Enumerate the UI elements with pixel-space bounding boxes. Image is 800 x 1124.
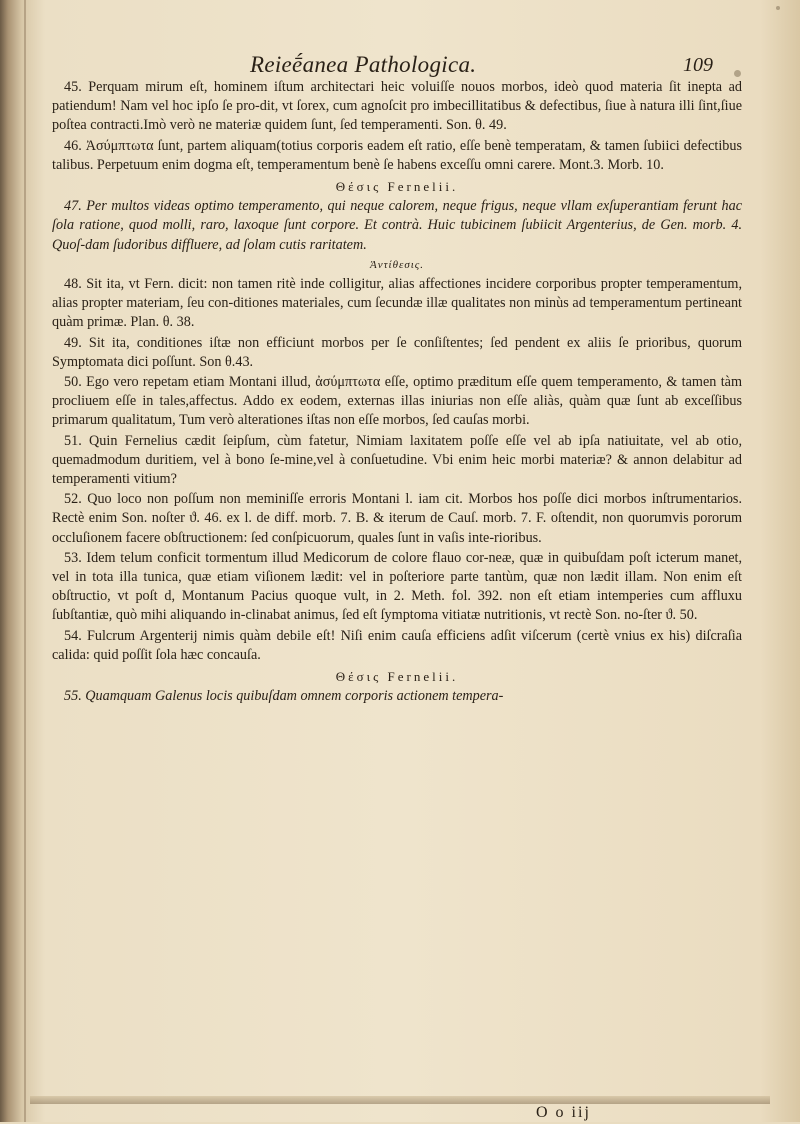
paragraph-46: 46. Ἀσύμπτωτα ſunt, partem aliquam(totius corporis eadem eſt ratio, eſſe benè temperatam, & tamen ſubiici defectibus talibus. Perpetuum enim dogma eſt, temperamentum benè ſe habens exceſſu omni carere. Mont.3. Morb. 10. [52, 137, 742, 173]
paragraph-47: 47. Per multos videas optimo temperamento, qui neque calorem, neque frigus, neque vllam exſuperantiam ferunt hac ſola ratione, quod molli, raro, laxoque ſunt corpore. Et contrà. Huic tubicinem ſubiicit Argenterius, de Gen. morb. 4. Quoſ-dam ſudoribus diffluere, ad ſolam cutis raritatem. [52, 198, 742, 253]
paragraph-48: 48. Sit ita, vt Fern. dicit: non tamen ritè inde colligitur, alias affectiones incidere corporibus propter temperamentum, alias propter materiam, ſeu con-ditiones materiales, cum ſecundæ illæ qualitates non minùs ad temperamentum pertineant quàm primæ. Plan. θ. 38. [52, 276, 742, 331]
thesis-heading-2: Θέσις Fernelii. [335, 669, 459, 685]
paragraph-54: 54. Fulcrum Argenterij nimis quàm debile eſt! Niſi enim cauſa efficiens adſit viſcerum (certè vnius ex his) diſcraſia calida: quid poſſit ſola hæc concauſa. [52, 627, 742, 663]
ink-spot [734, 70, 741, 77]
paragraph-55: 55. Quamquam Galenus locis quibuſdam omnem corporis actionem tempera- [64, 688, 504, 705]
signature-mark: O o iij [536, 1104, 591, 1121]
paragraph-52: 52. Quo loco non poſſum non meminiſſe erroris Montani l. iam cit. Morbos hos poſſe dici morbos inſtrumentarios. Rectè enim Son. noſter ϑ. 46. ex l. de diff. morb. 7. B. & iterum de Cauſ. morb. 7. F. oſtendit, non quorumvis pororum occluſionem facere obſtructionem: ſed conſpicuorum, quales ſunt in vaſis inte-rioribus. [52, 491, 742, 546]
page-footer [0, 1104, 800, 1124]
paragraph-51: 51. Quin Fernelius cædit ſeipſum, cùm fatetur, Nimiam laxitatem poſſe eſſe vel ab ipſa natiuitate, vel ab otio, quemadmodum duritiem, vel à bono ſe-mine,vel à conſuetudine. Vbi enim heic morbi materiæ? & annon delabitur ad temperamenti vitium? [52, 432, 742, 488]
gutter-shadow [24, 0, 26, 1122]
antithesis-heading: Ἀντίθεσις. [369, 258, 425, 271]
paragraph-49: 49. Sit ita, conditiones iſtæ non efficiunt morbos per ſe conſiſtentes; ſed pendent ex aliis ſe prioribus, quorum Symptomata dici poſſunt. Son θ.43. [52, 334, 742, 370]
running-head: Reieḗanea Pathologica. [250, 52, 477, 77]
paragraph-50: 50. Ego vero repetam etiam Montani illud, ἀσύμπτωτα eſſe, optimo præditum eſſe quem temperamento, & tamen tàm procliuem eſſe in tales,affectus. Addo ex eodem, externas illas iniurias non eſſe aliàs, quàm quæ ſunt ab exceſſibus primarum qualitatum, Tum verò alterationes iſtas non eſſe morbos, ſed cauſas morbi. [52, 374, 742, 429]
body-text [52, 78, 742, 708]
page-number: 109 [683, 54, 713, 76]
page-bottom-edge [30, 1096, 770, 1104]
thesis-heading-1: Θέσις Fernelii. [335, 179, 459, 195]
paragraph-45: 45. Perquam mirum eſt, hominem iſtum architectari heic voluiſſe nouos morbos, ideò quod materia ſit inepta ad patiendum! Nam vel hoc ipſo ſe pro-dit, vt ſorex, cum agnoſcit pro imbecillitatibus & defectibus, ſiue à natura illi ſint,ſiue poſtea contracti.Imò verò ne materiæ quidem ſunt, ſed temperamenti. Son. θ. 49. [52, 79, 742, 134]
ink-spot [776, 6, 780, 10]
paragraph-53: 53. Idem telum conficit tormentum illud Medicorum de colore flauo cor-neæ, quæ in quibuſdam poſt icterum manet, vel in tota illa tunica, quæ etiam viſionem lædit: vel in poſteriore parte tantùm, quæ non lædit illam. Non enim eſt obſtructio, vt poſt d, Montanum Pacius quoque vult, in 2. Meth. fol. 392. non eſt etiam intemperies cum affluxu ſubſtantiæ, quò mihi aliquando in-clinabat animus, ſed eſt ſymptoma vitiatæ nutritionis, vt rectè Son. no-ſter ϑ. 50. [52, 549, 742, 624]
